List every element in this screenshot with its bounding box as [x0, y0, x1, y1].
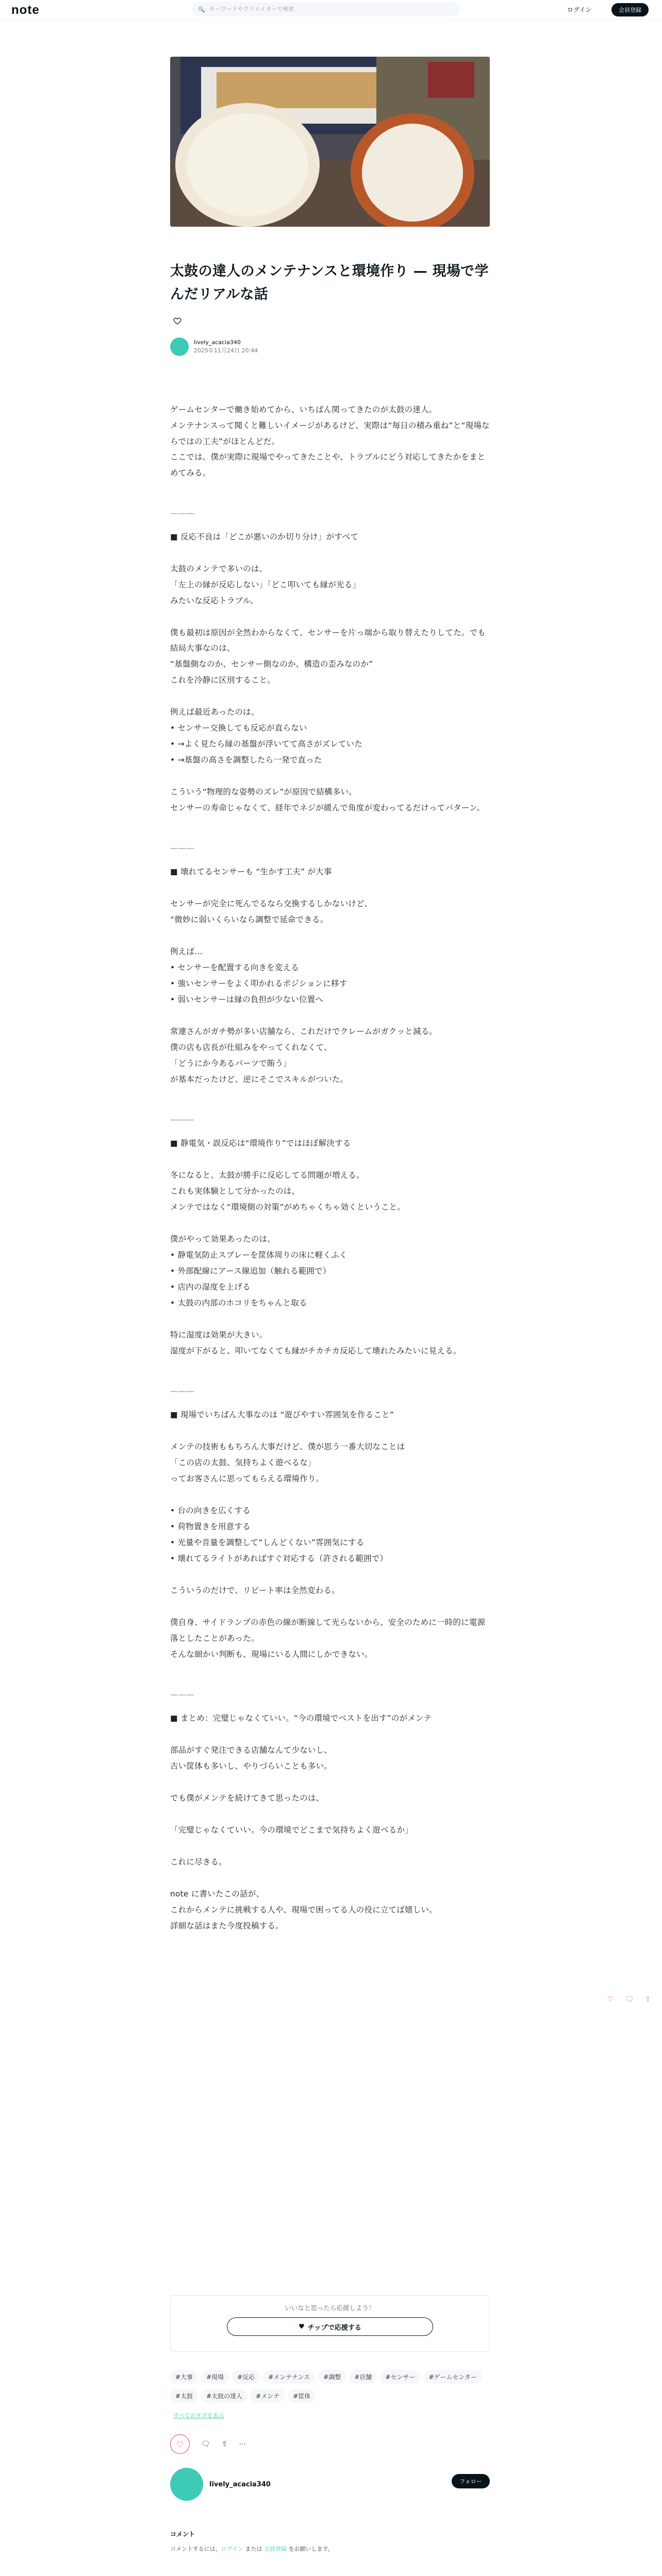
body-paragraph — [170, 481, 490, 497]
body-paragraph — [170, 768, 490, 784]
tag-chip[interactable]: #太鼓 — [170, 2389, 198, 2403]
body-paragraph: でも僕がメンテを続けてきて思ったのは、 — [170, 1793, 324, 1803]
body-paragraph — [170, 1359, 490, 1375]
body-paragraph: 例えば… — [170, 947, 203, 957]
support-box — [170, 2295, 490, 2352]
body-paragraph — [170, 1423, 490, 1439]
body-paragraph: メンテではなく“環境側の対策”がめちゃくちゃ効くということ。 — [170, 1202, 406, 1212]
body-paragraph — [170, 688, 490, 704]
body-paragraph: 冬になると、太鼓が勝手に反応してる問題が増える。 — [170, 1171, 365, 1180]
signup-button[interactable]: 会員登録 — [611, 3, 649, 16]
body-paragraph: これも実体験として分かったのは、 — [170, 1187, 300, 1196]
floating-like-icon[interactable]: ♡ — [607, 1995, 614, 2004]
prompt-pre: コメントするには、 — [170, 2546, 221, 2552]
body-paragraph — [170, 1774, 490, 1790]
avatar[interactable] — [170, 337, 189, 356]
body-paragraph: • 静電気防止スプレーを筐体周りの床に軽くふく — [170, 1250, 347, 1260]
body-paragraph: こういうのだけで、リピート率は全然変わる。 — [170, 1586, 340, 1596]
tag-chip[interactable]: #店舗 — [349, 2370, 377, 2384]
search-icon: 🔍 — [198, 6, 205, 13]
body-paragraph: 古い筐体も多いし、やりづらいことも多い。 — [170, 1761, 333, 1771]
body-paragraph — [170, 545, 490, 561]
body-paragraph — [170, 1726, 490, 1742]
tag-chip[interactable]: #太鼓の達人 — [201, 2389, 247, 2403]
body-paragraph: • センサー交換しても反応が直らない — [170, 723, 307, 733]
author-card-avatar[interactable] — [170, 2468, 203, 2501]
all-tags-link[interactable]: すべてのタグを表示 — [173, 2412, 224, 2419]
body-paragraph — [170, 1599, 490, 1615]
body-paragraph: メンテナンスって聞くと難しいイメージがあるけど、実際は“毎日の積み重ね”と“現場ならではの工夫”がほとんどだ。 — [170, 421, 490, 446]
body-paragraph: 太鼓のメンテで多いのは、 — [170, 564, 268, 573]
body-paragraph: “微妙に弱いくらいなら調整で延命できる。 — [170, 915, 328, 925]
body-paragraph — [170, 1151, 490, 1167]
tag-chip[interactable]: #現場 — [201, 2370, 229, 2384]
tag-chip[interactable]: #メンテナンス — [263, 2370, 315, 2384]
floating-actions — [607, 1994, 659, 2004]
body-paragraph: 僕自身、サイドランプの赤色の線が断線して光らないから、安全のために一時的に電源落としたことがあった。 — [170, 1618, 486, 1643]
body-paragraph: “基盤側なのか、センサー側なのか、構造の歪みなのか” — [170, 659, 373, 669]
tag-chip[interactable]: #センサー — [380, 2370, 420, 2384]
body-paragraph: これに尽きる。 — [170, 1857, 227, 1867]
floating-share-icon[interactable]: ⇧ — [644, 1995, 651, 2004]
top-header — [0, 0, 662, 20]
comment-icon[interactable]: 🗨 — [201, 2440, 210, 2448]
article-body — [170, 402, 490, 1934]
comment-signup-link[interactable]: 会員登録 — [264, 2546, 287, 2552]
body-paragraph: 僕の店も店長が仕組みをやってくれなくて、 — [170, 1043, 332, 1053]
body-paragraph: ここでは、僕が実際に現場でやってきたことや、トラブルにどう対応してきたかをまとめてみる。 — [170, 452, 486, 478]
body-paragraph: ——— — [170, 1689, 195, 1699]
body-paragraph: センサーの寿命じゃなくて、経年でネジが緩んで角度が変わってるだけってパターン。 — [170, 803, 485, 813]
body-paragraph: • 台の向きを広くする — [170, 1506, 251, 1516]
prompt-or: または — [243, 2546, 264, 2552]
body-paragraph: 部品がすぐ発注できる店舗なんて少ないし、 — [170, 1745, 333, 1755]
body-paragraph: • 壊れてるライトがあればすぐ対応する（許される範囲で） — [170, 1554, 388, 1564]
body-paragraph: • →よく見たら縁の基盤が浮いてて高さがズレていた — [170, 739, 363, 749]
floating-comment-icon[interactable]: 🗨 — [624, 1995, 634, 2004]
author-card[interactable] — [170, 2468, 271, 2501]
body-paragraph: • →基盤の高さを調整したら一発で直った — [170, 755, 322, 765]
body-paragraph — [170, 1806, 490, 1822]
body-paragraph: ■ まとめ：完璧じゃなくていい。“今の環境でベストを出す”のがメンテ — [170, 1713, 432, 1723]
body-paragraph: ——— — [170, 843, 195, 853]
body-paragraph: 詳細な話はまた今度投稿する。 — [170, 1921, 284, 1930]
body-paragraph: メンテの技術ももちろん大事だけど、僕が思う一番大切なことは — [170, 1442, 405, 1452]
body-paragraph — [170, 1663, 490, 1679]
body-paragraph: ■ 現場でいちばん大事なのは “遊びやすい雰囲気を作ること” — [170, 1410, 394, 1420]
article-title: 太鼓の達人のメンテナンスと環境作り — 現場で学んだリアルな話 — [170, 263, 489, 302]
body-paragraph — [170, 1870, 490, 1886]
login-link[interactable]: ログイン — [567, 6, 592, 13]
body-paragraph — [170, 928, 490, 944]
body-paragraph — [170, 1088, 490, 1104]
body-paragraph: ■ 反応不良は「どこが悪いのか切り分け」がすべて — [170, 532, 359, 541]
comments-login-prompt — [170, 2545, 490, 2553]
author-card-name[interactable]: lively_acacia340 — [209, 2480, 271, 2488]
follow-button[interactable]: フォロー — [452, 2474, 490, 2488]
body-paragraph: 「左上の縁が反応しない」「どこ叩いても縁が光る」 — [170, 580, 361, 589]
body-paragraph: 「どうにか今あるパーツで賄う」 — [170, 1059, 291, 1069]
body-paragraph: そんな細かい判断も、現場にいる人間にしかできない。 — [170, 1649, 373, 1659]
body-paragraph: note に書いたこの話が、 — [170, 1889, 264, 1899]
hero-image — [170, 57, 490, 227]
body-paragraph: 僕も最初は原因が全然わからなくて、センサーを片っ端から取り替えたりしてた。でも結局大事なのは、 — [170, 628, 486, 653]
tip-button[interactable] — [227, 2317, 433, 2336]
body-paragraph: 特に湿度は効果が大きい。 — [170, 1330, 268, 1340]
body-paragraph — [170, 816, 490, 832]
body-paragraph: 「この店の太鼓、気持ちよく遊べるな」 — [170, 1458, 316, 1468]
body-paragraph — [170, 880, 490, 896]
body-paragraph: これを冷静に区別すること。 — [170, 675, 276, 685]
comments-heading: コメント — [170, 2531, 195, 2538]
tag-chip[interactable]: #ゲームセンター — [423, 2370, 482, 2384]
body-paragraph: 湿度が下がると、叩いてなくても縁がチカチカ反応して壊れたみたいに見える。 — [170, 1346, 461, 1356]
body-paragraph: みたいな反応トラブル。 — [170, 596, 258, 605]
tip-icon: ♥ — [299, 2323, 305, 2331]
body-paragraph — [170, 1838, 490, 1854]
search-bar[interactable] — [192, 2, 460, 16]
body-paragraph: 常連さんがガチ勢が多い店舗なら、これだけでクレームがガクッと減る。 — [170, 1027, 438, 1037]
tag-chip[interactable]: #筐体 — [288, 2389, 316, 2403]
tag-list — [170, 2370, 490, 2408]
body-paragraph — [170, 1567, 490, 1583]
body-paragraph: センサーが完全に死んでるなら交換するしかないけど、 — [170, 899, 373, 909]
body-paragraph: • 強いセンサーをよく叩かれるポジションに移す — [170, 979, 347, 989]
body-paragraph: • 荷物置きを用意する — [170, 1522, 251, 1532]
author-info[interactable] — [170, 337, 258, 356]
body-paragraph: • 弱いセンサーは縁の負担が少ない位置へ — [170, 995, 324, 1005]
body-paragraph: ——— — [170, 1386, 195, 1396]
tag-chip[interactable]: #大事 — [170, 2370, 198, 2384]
body-paragraph: が基本だったけど、逆にそこでスキルがついた。 — [170, 1075, 349, 1084]
body-paragraph: こういう“物理的な姿勢のズレ”が原因で結構多い。 — [170, 787, 357, 797]
body-paragraph — [170, 609, 490, 625]
body-paragraph: ——— — [170, 508, 195, 518]
body-paragraph: ——— — [170, 1115, 195, 1125]
body-paragraph — [170, 1215, 490, 1231]
share-icon[interactable]: ⇧ — [221, 2440, 228, 2448]
body-paragraph: ゲームセンターで働き始めてから、いちばん関ってきたのが太鼓の達人。 — [170, 405, 437, 414]
body-paragraph: 「完璧じゃなくていい。今の環境でどこまで気持ちよく遊べるか」 — [170, 1825, 413, 1835]
prompt-post: をお願いします。 — [287, 2546, 334, 2552]
tag-chip[interactable]: #メンテ — [251, 2389, 285, 2403]
more-icon[interactable]: ⋯ — [239, 2440, 246, 2448]
search-input[interactable] — [209, 6, 436, 12]
body-paragraph: ■ 壊れてるセンサーも “生かす工夫” が大事 — [170, 867, 332, 877]
tip-label: チップで応援する — [307, 2324, 361, 2332]
like-button[interactable]: ♡ — [170, 2434, 190, 2454]
body-paragraph: • 光量や音量を調整して“しんどくない”雰囲気にする — [170, 1538, 365, 1548]
tag-chip[interactable]: #調整 — [318, 2370, 346, 2384]
body-paragraph — [170, 1487, 490, 1503]
comment-login-link[interactable]: ログイン — [221, 2546, 244, 2552]
publish-date: 2025年11月24日 20:44 — [194, 347, 258, 354]
body-paragraph: 例えば最近あったのは、 — [170, 707, 259, 717]
body-paragraph: ってお客さんに思ってもらえる環境作り。 — [170, 1474, 324, 1484]
body-paragraph: • センサーを配置する向きを変える — [170, 963, 299, 973]
author-name[interactable]: lively_acacia340 — [194, 338, 241, 346]
tag-chip[interactable]: #反応 — [232, 2370, 260, 2384]
note-logo[interactable]: note — [11, 3, 40, 17]
body-paragraph: • 店内の湿度を上げる — [170, 1282, 251, 1292]
comments-section — [170, 2530, 490, 2553]
body-paragraph — [170, 1311, 490, 1327]
body-paragraph: • 外部配線にアース線追加（触れる範囲で） — [170, 1266, 331, 1276]
support-question: いいなと思ったら応援しよう！ — [285, 2304, 375, 2312]
body-paragraph: ■ 静電気・誤反応は“環境作り”ではほぼ解決する — [170, 1139, 351, 1148]
article-actions — [170, 2434, 246, 2454]
body-paragraph: 僕がやって効果あったのは、 — [170, 1234, 275, 1244]
title-like-icon[interactable] — [173, 317, 181, 327]
body-paragraph: これからメンテに挑戦する人や、現場で困ってる人の役に立てば嬉しい。 — [170, 1905, 437, 1914]
body-paragraph: • 太鼓の内部のホコリをちゃんと取る — [170, 1298, 307, 1308]
body-paragraph — [170, 1008, 490, 1024]
